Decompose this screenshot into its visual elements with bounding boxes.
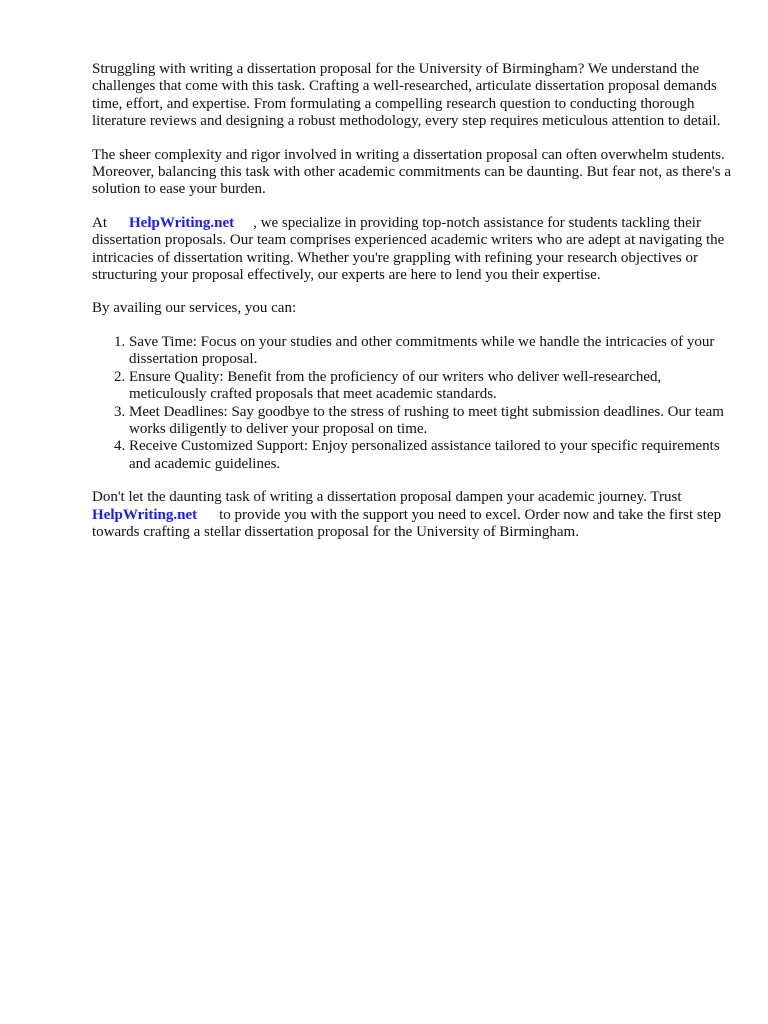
list-item: 4. Receive Customized Support: Enjoy personalized assistance tailored to your specific requirements and academic guidelines. <box>129 438 732 473</box>
intro-paragraph: Struggling with writing a dissertation proposal for the University of Birmingham? We understand the challenges that come with this task. Crafting a well-researched, articulate dissertation proposal demands time, effort, and expertise. From formulating a compelling research question to conducting thorough literature reviews and designing a robust methodology, every step requires meticulous attention to detail. <box>92 61 721 130</box>
document-page <box>92 61 732 557</box>
benefits-list <box>92 334 732 473</box>
list-item: 2. Ensure Quality: Benefit from the proficiency of our writers who deliver well-researched, meticulously crafted proposals that meet academic standards. <box>129 369 732 404</box>
list-item: 3. Meet Deadlines: Say goodbye to the stress of rushing to meet tight submission deadlines. Our team works diligently to deliver your proposal on time. <box>129 404 732 439</box>
service-paragraph-lead: At <box>92 214 107 231</box>
closing-paragraph <box>92 489 732 541</box>
service-paragraph <box>92 215 732 285</box>
helpwriting-link[interactable]: HelpWriting.net <box>129 214 235 231</box>
complexity-paragraph: The sheer complexity and rigor involved in writing a dissertation proposal can often overwhelm students. Moreover, balancing this task with other academic commitments can be daunting. But fear not, as there's a solution to ease your burden. <box>92 146 731 198</box>
list-item: 1. Save Time: Focus on your studies and other commitments while we handle the intricacies of your dissertation proposal. <box>129 334 732 369</box>
helpwriting-link[interactable]: HelpWriting.net <box>92 506 198 523</box>
benefits-intro: By availing our services, you can: <box>92 300 297 317</box>
service-paragraph-rest: , we specialize in providing top-notch assistance for students tackling their dissertation proposals. Our team comprises experienced academic writers who are adept at navigating the intricacies of dissertation writing. Whether you're grappling with refining your research objectives or structuring your proposal effectively, our experts are here to lend you their expertise. <box>92 214 725 284</box>
closing-paragraph-rest: to provide you with the support you need to excel. Order now and take the first step towards crafting a stellar dissertation proposal for the University of Birmingham. <box>92 506 722 540</box>
closing-paragraph-lead: Don't let the daunting task of writing a dissertation proposal dampen your academic journey. Trust <box>92 489 682 506</box>
